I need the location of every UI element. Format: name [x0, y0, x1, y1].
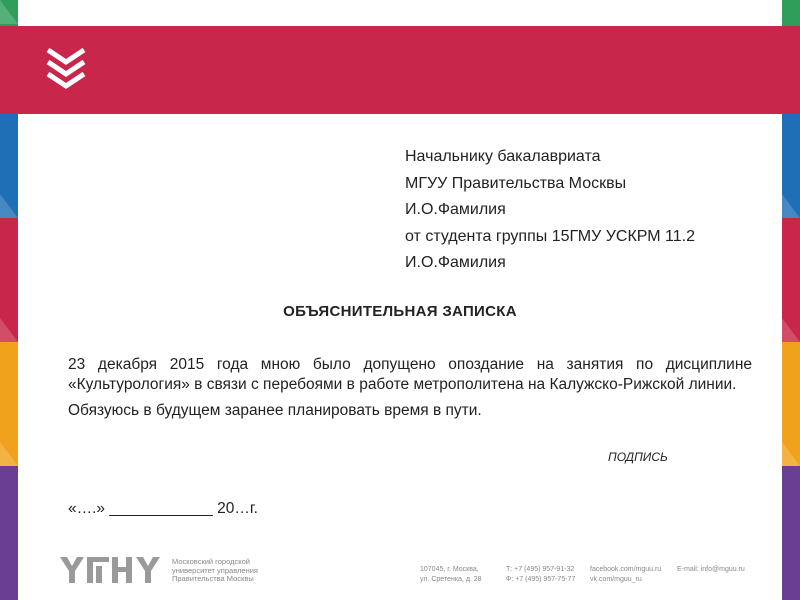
addressee-block	[405, 144, 695, 277]
footer-org-line: университет управления	[172, 565, 258, 575]
footer-phone-line: Т: +7 (495) 957-91-32	[506, 566, 575, 573]
document-body	[68, 355, 752, 427]
body-paragraph: 23 декабря 2015 года мною было допущено опоздание на занятия по дисциплине «Культурология» в связи с перебоями в работе метрополитена на Калужско-Рижской линии.	[68, 356, 752, 393]
addressee-line: И.О.Фамилия	[405, 254, 506, 271]
body-paragraph: Обязуюсь в будущем заранее планировать время в пути.	[68, 402, 482, 419]
addressee-line: от студента группы 15ГМУ УСКРМ 11.2	[405, 227, 695, 245]
footer-org-line: Московский городской	[172, 557, 250, 566]
triple-chevron-down-icon	[44, 46, 88, 90]
university-monogram-logo	[60, 557, 164, 583]
footer-vk-link[interactable]: vk.com/mguu_ru	[590, 576, 642, 583]
footer-address	[420, 565, 482, 585]
footer-org-line: Правительства Москвы	[172, 574, 254, 583]
header-banner	[0, 26, 800, 114]
footer-address-line: ул. Сретенка, д. 28	[420, 576, 482, 583]
footer-facebook-link[interactable]: facebook.com/mguu.ru	[590, 566, 662, 573]
date-line: «….» ____________ 20…г.	[68, 500, 258, 517]
footer-address-line: 107045, г. Москва,	[420, 566, 479, 573]
addressee-line: Начальнику бакалавриата	[405, 148, 601, 165]
footer-email[interactable]: E-mail: info@mguu.ru	[677, 566, 745, 573]
footer-org-name	[172, 558, 258, 584]
addressee-line: МГУУ Правительства Москвы	[405, 174, 627, 192]
footer-phones	[506, 565, 575, 585]
signature-label: ПОДПИСЬ	[608, 450, 668, 464]
document-title: ОБЪЯСНИТЕЛЬНАЯ ЗАПИСКА	[283, 303, 517, 320]
footer-fax-line: Ф: +7 (495) 957-75-77	[506, 576, 576, 583]
addressee-line: И.О.Фамилия	[405, 201, 506, 218]
footer-web	[590, 565, 661, 585]
